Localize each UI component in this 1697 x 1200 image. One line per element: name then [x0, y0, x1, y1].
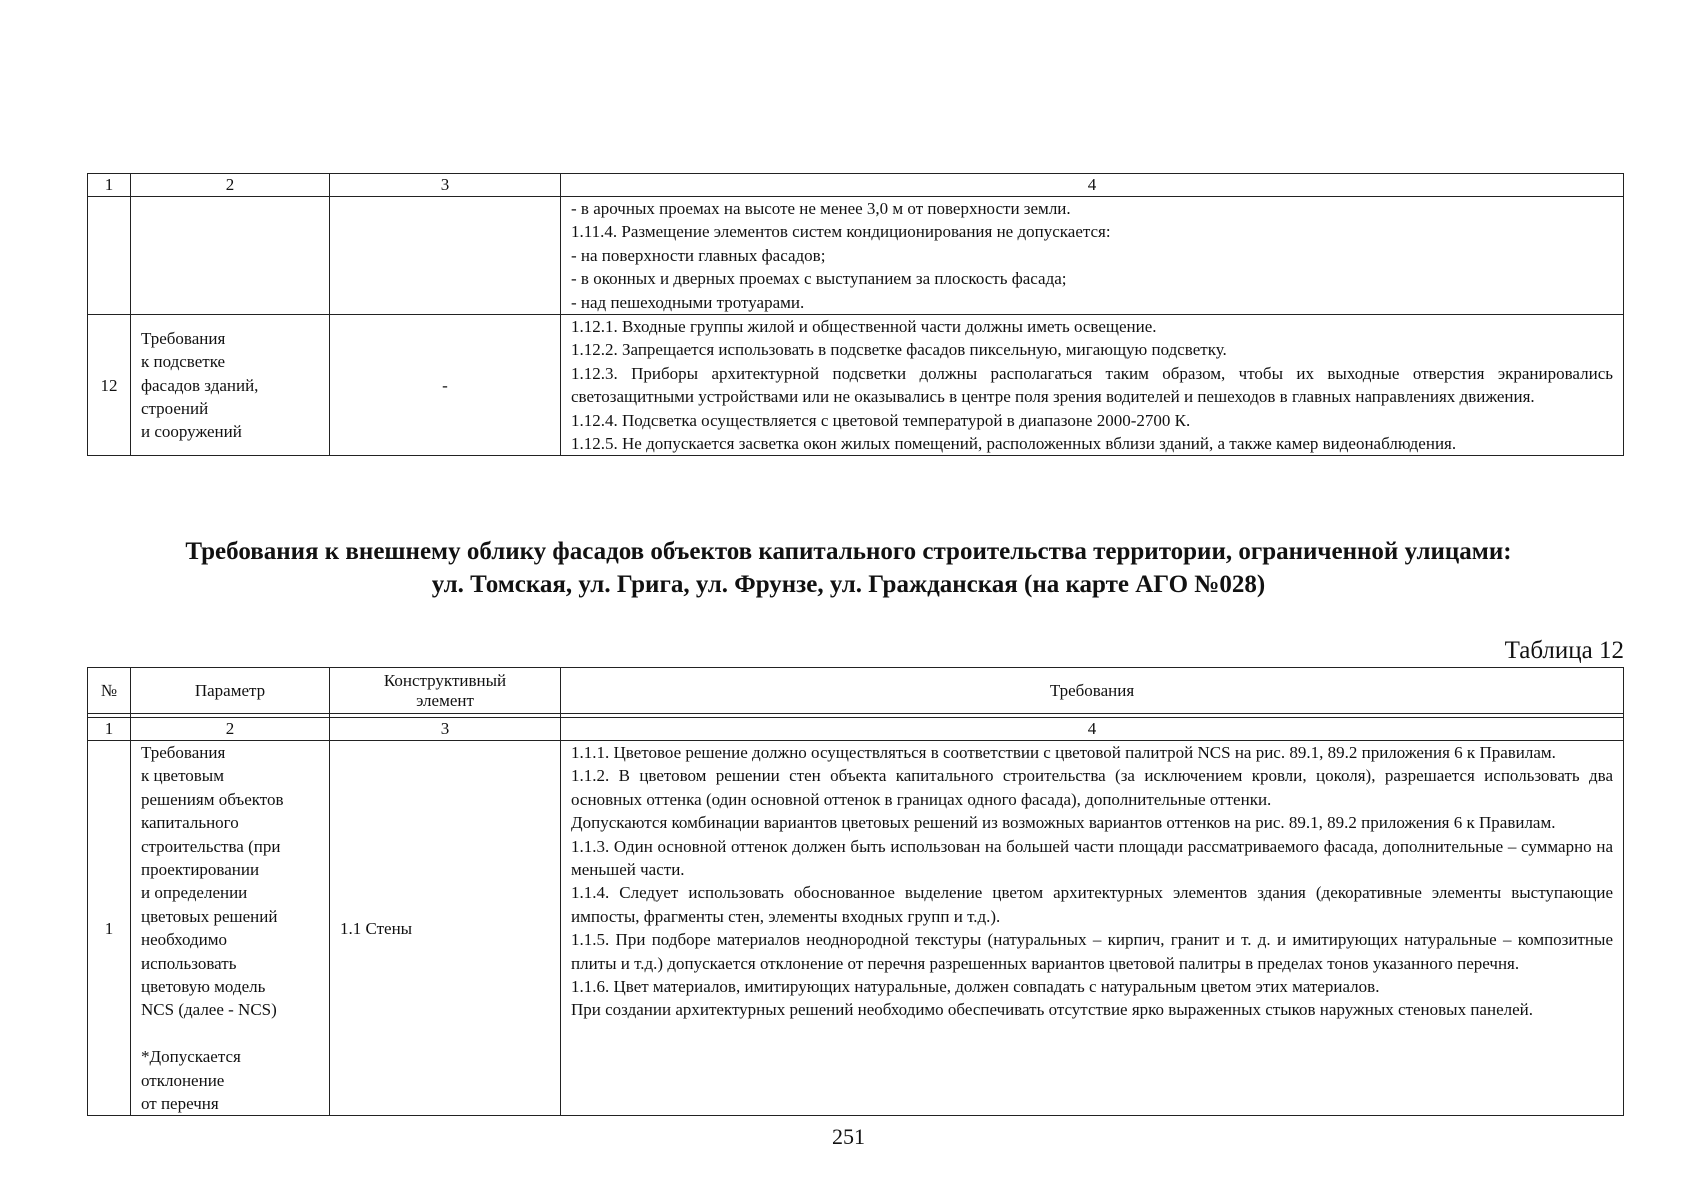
parameter-line: необходимо — [141, 930, 228, 950]
requirement-item: 1.1.2. В цветовом решении стен объекта капитального строительства (за исключением кровли, цоколя), разрешается использовать два основных оттенка (один основной оттенок в границах одного фасада), дополнительные оттенки. — [571, 766, 1613, 809]
row-number-cell — [88, 197, 131, 315]
requirements-cell — [561, 315, 1624, 456]
table-caption: Таблица 12 — [1504, 637, 1624, 664]
requirement-line: 1.11.4. Размещение элементов систем кондиционирования не допускается: — [571, 222, 1111, 242]
header-num: № — [88, 668, 131, 714]
parameter-line: использовать — [141, 953, 237, 973]
continued-table — [87, 173, 1624, 456]
parameter-line: цветовую модель — [141, 977, 266, 997]
parameter-line: и сооружений — [141, 422, 242, 442]
header-parameter: Параметр — [131, 668, 330, 714]
requirement-item: 1.12.3. Приборы архитектурной подсветки должны располагаться таким образом, чтобы их выходные отверстия экранировались светозащитными устройствами или не оказывались в центре поля зрения водителей и пешеходов в главных направлениях движения. — [571, 363, 1613, 407]
page-number: 251 — [832, 1124, 865, 1149]
column-number-row — [88, 174, 1624, 197]
header-requirements: Требования — [561, 668, 1624, 714]
requirement-line: - на поверхности главных фасадов; — [571, 245, 826, 265]
col-number-2: 2 — [131, 174, 330, 197]
requirement-line: - над пешеходными тротуарами. — [571, 292, 805, 312]
parameter-line: и определении — [141, 883, 248, 903]
requirement-item: 1.12.5. Не допускается засветка окон жилых помещений, расположенных вблизи зданий, а также камер видеонаблюдения. — [571, 434, 1457, 454]
table-12 — [87, 667, 1624, 1116]
parameter-line: проектировании — [141, 860, 260, 880]
table-header-row — [88, 668, 1624, 714]
header-element — [330, 668, 561, 714]
parameter-line: Требования — [141, 328, 226, 348]
requirement-item: 1.12.2. Запрещается использовать в подсветке фасадов пиксельную, мигающую подсветку. — [571, 340, 1227, 360]
parameter-line: NCS (далее - NCS) — [141, 1000, 277, 1020]
parameter-line: капитального — [141, 813, 239, 833]
row-number: 12 — [88, 315, 131, 456]
col-number-3: 3 — [330, 718, 561, 741]
parameter-cell — [131, 315, 330, 456]
parameter-spacer — [141, 1022, 319, 1045]
requirement-line: - в оконных и дверных проемах с выступанием за плоскость фасада; — [571, 269, 1067, 289]
element-cell: - — [330, 315, 561, 456]
parameter-line: к подсветке — [141, 352, 226, 372]
col-number-2: 2 — [131, 718, 330, 741]
requirement-item: При создании архитектурных решений необходимо обеспечивать отсутствие ярко выраженных стыков наружных стеновых панелей. — [571, 1000, 1533, 1020]
requirements-cell — [561, 741, 1624, 1116]
column-number-row — [88, 718, 1624, 741]
requirement-line: - в арочных проемах на высоте не менее 3,0 м от поверхности земли. — [571, 199, 1071, 218]
requirement-item: 1.12.4. Подсветка осуществляется с цветовой температурой в диапазоне 2000-2700 К. — [571, 410, 1191, 430]
col-number-4: 4 — [561, 718, 1624, 741]
requirement-item: 1.1.6. Цвет материалов, имитирующих натуральные, должен совпадать с натуральным цветом этих материалов. — [571, 977, 1380, 997]
requirement-item: 1.1.4. Следует использовать обоснованное выделение цветом архитектурных элементов здания (декоративные элементы выступающие импосты, фрагменты стен, элементы входных групп и т.д.). — [571, 883, 1613, 926]
requirement-item: 1.1.5. При подборе материалов неоднородной текстуры (натуральных – кирпич, гранит и т. д. и имитирующих натуральные – композитные плиты и т.д.) допускается отклонение от перечня разрешенных вариантов цветовой палитры в пределах тонов указанного перечня. — [571, 930, 1613, 973]
element-cell: 1.1 Стены — [330, 741, 561, 1116]
col-number-4: 4 — [561, 174, 1624, 197]
col-number-1: 1 — [88, 174, 131, 197]
parameter-line: цветовых решений — [141, 906, 278, 926]
col-number-1: 1 — [88, 718, 131, 741]
header-element-line: Конструктивный — [383, 670, 507, 690]
requirement-item: 1.1.1. Цветовое решение должно осуществляться в соответствии с цветовой палитрой NCS на рис. 89.1, 89.2 приложения 6 к Правилам. — [571, 743, 1556, 762]
table-row-12 — [88, 315, 1624, 456]
col-number-3: 3 — [330, 174, 561, 197]
section-title — [40, 535, 1657, 601]
parameter-line: отклонение — [141, 1070, 225, 1090]
row-number: 1 — [88, 741, 131, 1116]
requirement-item: Допускаются комбинации вариантов цветовых решений из возможных вариантов оттенков на рис. 89.1, 89.2 приложения 6 к Правилам. — [571, 813, 1556, 833]
section-title-line-2: ул. Томская, ул. Грига, ул. Фрунзе, ул. Гражданская (на карте АГО №028) — [431, 571, 1266, 598]
parameter-line: решениям объектов — [141, 789, 284, 809]
parameter-line: фасадов зданий, — [141, 375, 259, 395]
element-cell — [330, 197, 561, 315]
header-element-line: элемент — [416, 690, 474, 710]
requirement-item: 1.1.3. Один основной оттенок должен быть использован на большей части площади рассматриваемого фасада, дополнительные – суммарно на меньшей части. — [571, 836, 1613, 880]
parameter-line: Требования — [141, 743, 226, 762]
parameter-line: от перечня — [141, 1094, 219, 1114]
section-title-line-1: Требования к внешнему облику фасадов объектов капитального строительства территории, ограниченной улицами: — [185, 538, 1512, 565]
parameter-line: строений — [141, 398, 209, 418]
parameter-cell — [131, 741, 330, 1116]
parameter-line: к цветовым — [141, 766, 224, 786]
requirements-cell — [561, 197, 1624, 315]
requirement-item: 1.12.1. Входные группы жилой и общественной части должны иметь освещение. — [571, 317, 1157, 337]
parameter-line: *Допускается — [141, 1047, 241, 1067]
table-row-continued — [88, 197, 1624, 315]
parameter-cell — [131, 197, 330, 315]
parameter-line: строительства (при — [141, 836, 281, 856]
table-row-1 — [88, 741, 1624, 1116]
